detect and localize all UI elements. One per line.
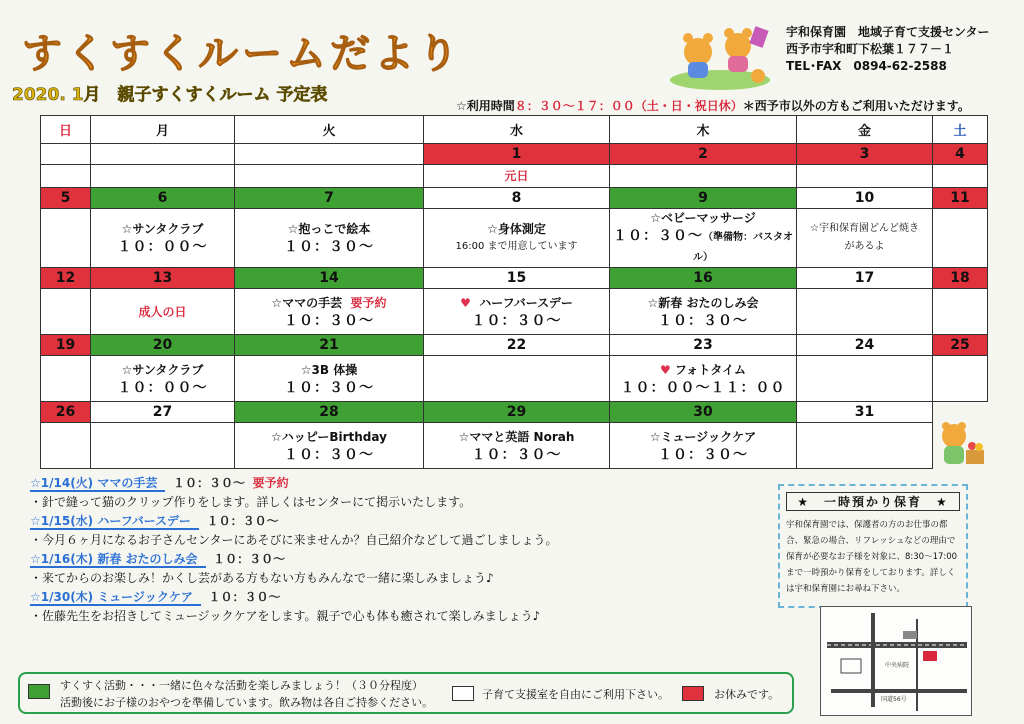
date-cell: 8	[424, 188, 610, 209]
reservation-required-badge: 要予約	[252, 476, 289, 490]
legend-white-label: 子育て支援室を自由にご利用下さい。	[482, 688, 669, 701]
date-cell-activity: 29	[424, 402, 610, 423]
opening-hours	[456, 97, 970, 114]
week-2-events	[41, 209, 988, 268]
date-cell: 22	[424, 335, 610, 356]
hours-prefix: ☆利用時間	[456, 99, 515, 113]
event-time: １０：３０～	[471, 446, 562, 463]
note-text: ・佐藤先生をお招きしてミュージックケアをします。親子で心も体も癒されて楽しみましょう♪	[30, 609, 541, 623]
event-santa-club	[91, 209, 235, 268]
event-name: ☆サンタクラブ	[121, 222, 204, 236]
child-mascot-illustration	[932, 418, 988, 470]
heart-icon: ♥	[460, 295, 471, 310]
legend-green-line1: すくすく活動・・・一緒に色々な活動を楽しみましょう！（３０分程度）	[60, 679, 423, 692]
event-time: １０：３０～	[284, 239, 374, 255]
date-cell: 17	[797, 268, 933, 289]
weekday-thu: 木	[610, 116, 797, 144]
note-heading: ☆1/15(水) ハーフバースデー	[30, 514, 199, 530]
event-photo-time	[610, 356, 797, 402]
weekday-mon: 月	[91, 116, 235, 144]
date-cell: 15	[424, 268, 610, 289]
date-cell-activity: 28	[235, 402, 424, 423]
event-name: ☆抱っこで絵本	[287, 222, 371, 236]
event-note: があるよ	[844, 241, 885, 252]
date-cell-activity: 21	[235, 335, 424, 356]
location-map	[820, 606, 972, 716]
date-cell	[41, 144, 91, 165]
legend-red-label: お休みです。	[714, 688, 780, 701]
weekday-sat: 土	[933, 116, 988, 144]
date-cell-holiday: 5	[41, 188, 91, 209]
date-cell-activity: 30	[610, 402, 797, 423]
date-cell-holiday: 11	[933, 188, 988, 209]
note-time: １０：３０～	[213, 552, 286, 566]
center-name: 宇和保育園 地域子育て支援センター	[786, 25, 990, 39]
white-swatch	[452, 686, 474, 701]
event-time: １０：３０～	[284, 312, 374, 329]
event-name: ☆宇和保育園どんど焼き	[810, 223, 919, 234]
event-name: ☆ミュージックケア	[649, 429, 757, 444]
week-4-dates	[41, 335, 988, 356]
hours-suffix: ＊西予市以外の方もご利用いただけます。	[742, 99, 970, 113]
date-cell-activity: 20	[91, 335, 235, 356]
event-time: １０：３０～	[471, 312, 562, 329]
bear-mascots-illustration	[668, 18, 772, 92]
event-time: １０：３０～	[613, 228, 703, 244]
event-note: 16:00 まで用意しています	[455, 241, 578, 252]
week-5-dates	[41, 402, 988, 423]
event-time: １０：００～	[117, 239, 208, 255]
event-note: （準備物：バスタオル）	[693, 232, 793, 263]
note-item	[30, 588, 760, 607]
date-cell	[91, 144, 235, 165]
weekday-header-row	[41, 116, 988, 144]
event-coming-of-age-day: 成人の日	[91, 289, 235, 335]
date-cell-holiday: 1	[424, 144, 610, 165]
date-cell-holiday: 3	[797, 144, 933, 165]
date-cell-activity: 7	[235, 188, 424, 209]
week-1-dates	[41, 144, 988, 165]
note-text: ・針で縫って猫のクリップ作りをします。詳しくはセンターにて掲示いたします。	[30, 495, 472, 509]
date-cell-activity: 9	[610, 188, 797, 209]
note-heading: ☆1/30(木) ミュージックケア	[30, 590, 201, 606]
week-3-dates	[41, 268, 988, 289]
event-time: １０：３０～	[284, 379, 374, 396]
event-dondo-yaki	[797, 209, 933, 268]
map-label-route: 国道56号	[881, 696, 907, 703]
event-name: ☆ハッピーBirthday	[271, 429, 387, 444]
date-cell-holiday: 19	[41, 335, 91, 356]
event-mama-handicraft	[235, 289, 424, 335]
schedule-subtitle: 2020. 1月 親子すくすくルーム 予定表	[12, 85, 328, 105]
event-english-with-mama	[424, 423, 610, 469]
event-santa-club	[91, 356, 235, 402]
note-time: １０：３０～	[206, 514, 279, 528]
map-label-hospital: 中央病院	[885, 662, 910, 669]
date-cell: 23	[610, 335, 797, 356]
event-half-birthday	[424, 289, 610, 335]
hours-time: ８：３０～１７：００（土・日・祝日休）	[514, 99, 743, 113]
weekday-sun: 日	[41, 116, 91, 144]
date-cell-holiday: 18	[933, 268, 988, 289]
color-legend	[18, 672, 794, 714]
date-cell: 31	[797, 402, 933, 423]
temporary-care-box	[778, 484, 968, 608]
week-3-events	[41, 289, 988, 335]
weekday-wed: 水	[424, 116, 610, 144]
date-cell-holiday: 12	[41, 268, 91, 289]
event-baby-massage	[610, 209, 797, 268]
monthly-calendar	[40, 115, 988, 469]
date-cell: 27	[91, 402, 235, 423]
date-cell-holiday: 13	[91, 268, 235, 289]
event-time: １０：３０～	[658, 446, 748, 463]
note-heading: ☆1/14(火) ママの手芸	[30, 476, 165, 492]
week-5-events	[41, 423, 988, 469]
note-heading: ☆1/16(木) 新春 おたのしみ会	[30, 552, 206, 568]
date-cell-holiday: 4	[933, 144, 988, 165]
event-name: ☆3B 体操	[300, 362, 358, 377]
weekday-tue: 火	[235, 116, 424, 144]
event-name: ハーフバースデー	[479, 295, 573, 310]
event-body-measurement	[424, 209, 610, 268]
note-time: １０：３０～	[172, 476, 245, 490]
event-picture-book	[235, 209, 424, 268]
temporary-care-title: ★ 一時預かり保育 ★	[786, 492, 960, 511]
red-swatch	[682, 686, 704, 701]
week-2-dates	[41, 188, 988, 209]
week-1-events	[41, 165, 988, 188]
event-new-years-day: 元日	[424, 165, 610, 188]
note-item	[30, 550, 760, 569]
week-4-events	[41, 356, 988, 402]
temporary-care-body: 宇和保育園では、保護者の方のお仕事の都合、緊急の場合、リフレッシュなどの理由で保育が必要なお子様を対象に、8:30～17:00まで一時預かり保育をしております。詳しくは宇和保育園にお尋ね下さい。	[786, 520, 958, 594]
reservation-required-badge: 要予約	[350, 295, 387, 310]
date-cell: 24	[797, 335, 933, 356]
note-text: ・今月６ヶ月になるお子さんセンターにあそびに来ませんか？自己紹介などして過ごしましょう。	[30, 533, 558, 547]
note-text: ・来てからのお楽しみ！かくし芸がある方もない方もみんなで一緒に楽しみましょう♪	[30, 571, 494, 585]
weekday-fri: 金	[797, 116, 933, 144]
heart-icon: ♥	[659, 362, 671, 377]
event-time: １０：００～	[117, 379, 208, 396]
date-cell: 10	[797, 188, 933, 209]
event-name: ☆ママと英語 Norah	[458, 429, 575, 444]
center-contact	[786, 24, 990, 75]
event-new-year-party	[610, 289, 797, 335]
event-name: ☆サンタクラブ	[121, 362, 204, 377]
event-name: ☆新春 おたのしみ会	[647, 295, 759, 310]
event-time: １０：３０～	[284, 446, 374, 463]
event-notes	[30, 474, 760, 626]
event-name: ☆身体測定	[487, 222, 546, 236]
center-address: 西予市宇和町下松葉１７７－１	[786, 42, 955, 56]
event-name: ☆ママの手芸	[271, 295, 343, 310]
date-cell-holiday: 26	[41, 402, 91, 423]
center-tel: TEL･FAX 0894-62-2588	[786, 59, 947, 73]
green-swatch	[28, 684, 50, 699]
date-cell-activity: 16	[610, 268, 797, 289]
nursery-location-marker	[923, 651, 937, 661]
event-music-care	[610, 423, 797, 469]
newsletter-title: すくすくルームだより	[22, 31, 462, 77]
event-time: １０：００～１１：００	[620, 379, 786, 396]
event-3b-exercise	[235, 356, 424, 402]
event-name: フォトタイム	[674, 362, 747, 377]
note-time: １０：３０～	[208, 590, 281, 604]
date-cell-holiday: 25	[933, 335, 988, 356]
date-cell-activity: 6	[91, 188, 235, 209]
event-time: １０：３０～	[658, 312, 748, 329]
hospital-marker	[903, 631, 917, 639]
note-item	[30, 512, 760, 531]
event-happy-birthday	[235, 423, 424, 469]
note-item	[30, 474, 760, 493]
date-cell-activity: 14	[235, 268, 424, 289]
date-cell-holiday: 2	[610, 144, 797, 165]
event-name: ☆ベビーマッサージ	[650, 211, 756, 225]
date-cell	[235, 144, 424, 165]
legend-green-line2: 活動後にお子様のおやつを準備しています。飲み物は各自ご持参ください。	[60, 696, 434, 709]
